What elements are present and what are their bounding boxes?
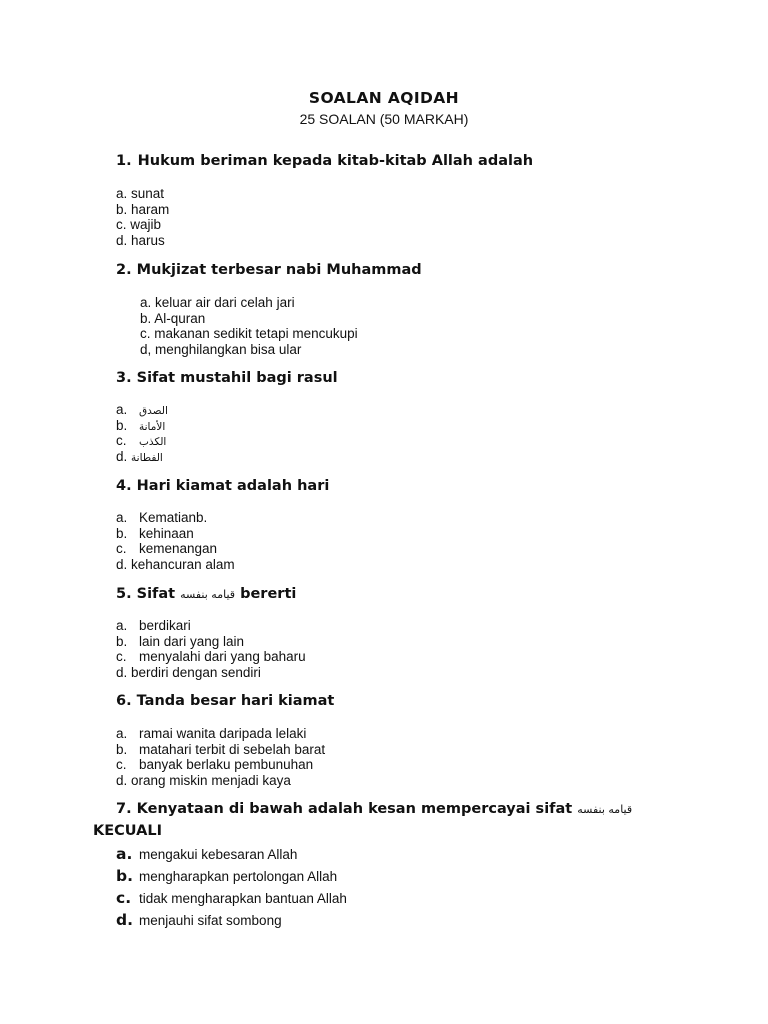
question-7-options xyxy=(116,843,347,931)
question-text: Hukum beriman kepada kitab-kitab Allah adalah xyxy=(137,153,534,169)
option-letter: a. xyxy=(116,618,128,633)
option-letter: d. xyxy=(116,772,128,788)
question-1 xyxy=(116,153,533,169)
option-letter: a. xyxy=(116,726,128,741)
option-arabic-text: الكذب xyxy=(139,436,167,448)
option-text: menyalahi dari yang baharu xyxy=(139,649,306,664)
question-4: 4. Hari kiamat adalah hari xyxy=(116,478,330,494)
option-letter: b. xyxy=(116,417,128,433)
option-b xyxy=(116,634,306,650)
question-arabic-text: قيامه بنفسه xyxy=(577,803,633,816)
option-letter: c. xyxy=(116,889,132,907)
option-d: d, menghilangkan bisa ular xyxy=(140,341,302,357)
question-1-options xyxy=(116,186,169,248)
option-d xyxy=(116,909,347,931)
option-letter: c. xyxy=(116,649,127,664)
option-a xyxy=(116,618,306,634)
option-b: b. Al-quran xyxy=(140,310,206,326)
option-text: ramai wanita daripada lelaki xyxy=(139,726,307,741)
option-d xyxy=(116,773,325,789)
option-a xyxy=(116,402,168,418)
option-c xyxy=(116,757,325,773)
option-letter: b. xyxy=(116,633,128,649)
option-text: mengharapkan pertolongan Allah xyxy=(139,869,338,884)
option-letter: d. xyxy=(116,448,128,464)
option-arabic-text: الصدق xyxy=(139,405,168,417)
option-d: d. harus xyxy=(116,232,165,248)
option-text: orang miskin menjadi kaya xyxy=(131,772,291,788)
option-text: menjauhi sifat sombong xyxy=(139,913,282,928)
option-c xyxy=(116,887,347,909)
document-title: SOALAN AQIDAH xyxy=(308,89,460,107)
question-5-options xyxy=(116,618,306,680)
option-a xyxy=(116,726,325,742)
option-text: berdiri dengan sendiri xyxy=(131,664,261,680)
question-text: 7. Kenyataan di bawah adalah kesan mempercayai sifat xyxy=(116,801,573,817)
option-letter: d. xyxy=(116,556,128,572)
question-6: 6. Tanda besar hari kiamat xyxy=(116,693,335,709)
option-letter: b. xyxy=(116,867,133,885)
question-2-options xyxy=(140,295,358,357)
option-d xyxy=(116,665,306,681)
option-d xyxy=(116,449,168,465)
option-c xyxy=(116,541,235,557)
option-letter: c. xyxy=(116,541,127,556)
option-letter: c. xyxy=(116,757,127,772)
option-letter: a. xyxy=(116,845,133,863)
option-text: kehancuran alam xyxy=(131,556,235,572)
option-text: berdikari xyxy=(139,618,191,633)
option-b xyxy=(116,418,168,434)
option-letter: c. xyxy=(116,433,127,448)
question-number: 1. xyxy=(116,153,132,169)
option-c: c. makanan sedikit tetapi mencukupi xyxy=(140,326,358,341)
option-letter: b. xyxy=(116,741,128,757)
option-letter: b. xyxy=(116,525,128,541)
option-text: mengakui kebesaran Allah xyxy=(139,847,298,862)
option-b xyxy=(116,742,325,758)
option-letter: a. xyxy=(116,510,128,525)
option-a: a. sunat xyxy=(116,186,165,201)
option-text: tidak mengharapkan bantuan Allah xyxy=(139,891,347,906)
option-c xyxy=(116,649,306,665)
question-7 xyxy=(116,801,632,817)
option-text: lain dari yang lain xyxy=(139,633,245,649)
question-4-options xyxy=(116,510,235,572)
option-b: b. haram xyxy=(116,201,170,217)
document-subtitle: 25 SOALAN (50 MARKAH) xyxy=(299,111,469,127)
option-c xyxy=(116,433,168,449)
option-arabic-text: الفطانة xyxy=(131,451,163,464)
question-3-options xyxy=(116,402,168,464)
option-b xyxy=(116,865,347,887)
option-d xyxy=(116,557,235,573)
question-arabic-text: قيامه بنفسه xyxy=(180,588,236,601)
option-a xyxy=(116,510,235,526)
option-arabic-text: الأمانة xyxy=(139,420,166,433)
question-text-end: bererti xyxy=(240,586,297,602)
option-c: c. wajib xyxy=(116,217,162,232)
option-a xyxy=(116,843,347,865)
question-7-kecuali: KECUALI xyxy=(93,823,162,839)
option-a: a. keluar air dari celah jari xyxy=(140,295,295,310)
question-text: 5. Sifat xyxy=(116,586,176,602)
option-text: banyak berlaku pembunuhan xyxy=(139,757,314,772)
option-text: matahari terbit di sebelah barat xyxy=(139,741,326,757)
question-2: 2. Mukjizat terbesar nabi Muhammad xyxy=(116,262,422,278)
option-text: kemenangan xyxy=(139,541,218,556)
option-letter: d. xyxy=(116,911,133,929)
option-text: kehinaan xyxy=(139,525,194,541)
option-letter: a. xyxy=(116,402,128,417)
option-b xyxy=(116,526,235,542)
question-5 xyxy=(116,586,296,602)
option-text: Kematianb. xyxy=(139,510,208,525)
question-6-options xyxy=(116,726,325,788)
option-letter: d. xyxy=(116,664,128,680)
question-3: 3. Sifat mustahil bagi rasul xyxy=(116,370,338,386)
